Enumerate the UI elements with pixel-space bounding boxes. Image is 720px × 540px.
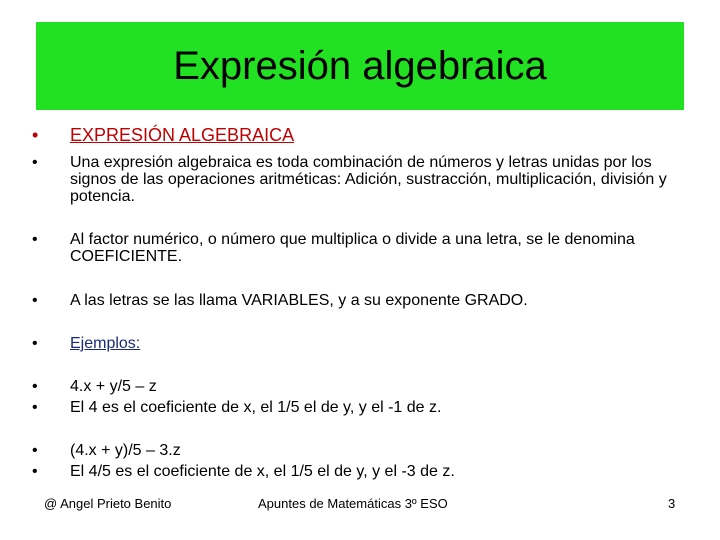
example2-expression: (4.x + y)/5 – 3.z (70, 442, 181, 459)
footer-author: @ Angel Prieto Benito (44, 496, 172, 511)
bullet-dot: • (32, 231, 38, 248)
heading-text: EXPRESIÓN ALGEBRAICA (70, 125, 295, 145)
example2-description: El 4/5 es el coeficiente de x, el 1/5 el de y, y el -3 de z. (70, 463, 455, 480)
bullet-dot: • (32, 335, 38, 352)
definition-text: Una expresión algebraica es toda combinación de números y letras unidas por los signos de las operaciones aritméticas: Adición, sustracción, multiplicación, división y potencia. (70, 154, 667, 205)
bullet-dot: • (32, 399, 38, 416)
bullet-dot: • (32, 463, 38, 480)
bullet-dot: • (32, 378, 38, 395)
footer-page-number: 3 (668, 496, 676, 511)
bullet-dot: • (32, 154, 38, 171)
examples-link[interactable]: Ejemplos: (70, 335, 141, 352)
example1-expression: 4.x + y/5 – z (70, 378, 157, 395)
footer-course: Apuntes de Matemáticas 3º ESO (258, 496, 448, 511)
slide-title: Expresión algebraica (173, 43, 547, 88)
bullet-dot: • (32, 125, 39, 145)
coefficient-text: Al factor numérico, o número que multiplica o divide a una letra, se le denomina COEFICIENTE. (70, 231, 635, 265)
example1-description: El 4 es el coeficiente de x, el 1/5 el de y, y el -1 de z. (70, 399, 442, 416)
variables-text: A las letras se las llama VARIABLES, y a su exponente GRADO. (70, 292, 528, 309)
title-banner (36, 22, 684, 110)
bullet-dot: • (32, 442, 38, 459)
bullet-dot: • (32, 292, 38, 309)
